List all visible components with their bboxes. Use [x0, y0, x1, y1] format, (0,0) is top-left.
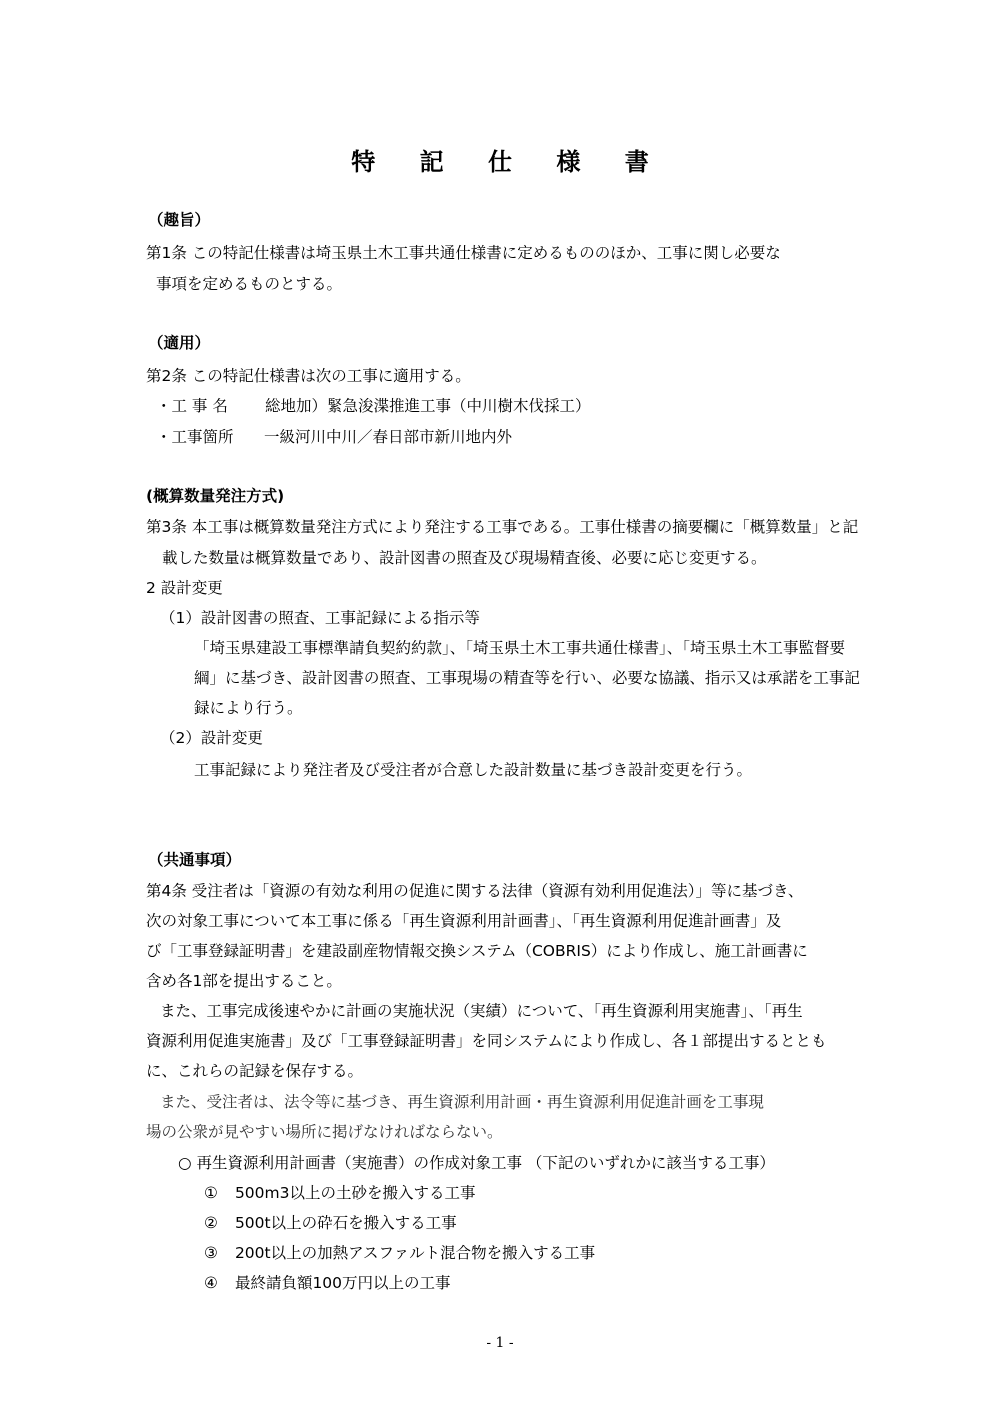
sub-1-line-3: 録により行う。 [194, 699, 303, 717]
article-3-line-2: 載した数量は概算数量であり、設計図書の照査及び現場精査後、必要に応じ変更する。 [162, 549, 767, 567]
target-works-heading: ○ 再生資源利用計画書（実施書）の作成対象工事 （下記のいずれかに該当する工事） [178, 1154, 775, 1172]
sub-2-line-1: 工事記録により発注者及び受注者が合意した設計数量に基づき設計変更を行う。 [194, 761, 753, 779]
article-4-para-3-line-2: 場の公衆が見やすい場所に掲げなければならない。 [146, 1123, 503, 1141]
sub-1-line-1: 「埼玉県建設工事標準請負契約約款」、「埼玉県土木工事共通仕様書」、「埼玉県土木工事監督要 [194, 639, 846, 657]
list-item-text: 500t以上の砕石を搬入する工事 [234, 1214, 457, 1232]
list-item-number: ④ [204, 1274, 218, 1292]
article-3-line-1: 第3条 本工事は概算数量発注方式により発注する工事である。工事仕様書の摘要欄に「概算数量」と記 [146, 518, 859, 536]
article-2-line-1: 第2条 この特記仕様書は次の工事に適用する。 [146, 367, 471, 385]
design-change-heading: 2 設計変更 [146, 579, 223, 597]
sub-1-title: （1）設計図書の照査、工事記録による指示等 [160, 609, 480, 627]
list-item-number: ② [204, 1214, 218, 1232]
work-name-value: 総地加）緊急浚渫推進工事（中川樹木伐採工） [265, 397, 591, 415]
article-4-para-2-line-1: また、工事完成後速やかに計画の実施状況（実績）について、「再生資源利用実施書」、「再生 [160, 1002, 803, 1020]
page-number: - 1 - [486, 1335, 514, 1351]
list-item-number: ③ [204, 1244, 218, 1262]
list-item-text: 500m3以上の土砂を搬入する工事 [234, 1184, 476, 1202]
article-4-para-2-line-3: に、これらの記録を保存する。 [146, 1062, 364, 1080]
work-location-label: ・工事箇所 [156, 428, 234, 446]
article-4-line-1: 第4条 受注者は「資源の有効な利用の促進に関する法律（資源有効利用促進法）」等に基づき、 [146, 882, 804, 900]
section-heading-common: （共通事項） [148, 851, 242, 869]
list-item [204, 1273, 451, 1293]
sub-1-line-2: 綱」に基づき、設計図書の照査、工事現場の精査等を行い、必要な協議、指示又は承諾を工事記 [194, 669, 860, 687]
list-item [204, 1213, 457, 1233]
sub-2-title: （2）設計変更 [160, 729, 263, 747]
section-heading-purpose: （趣旨） [148, 211, 211, 229]
list-item [204, 1243, 595, 1263]
article-4-para-2-line-2: 資源利用促進実施書」及び「工事登録証明書」を同システムにより作成し、各１部提出するととも [146, 1032, 827, 1050]
article-4-para-3-line-1: また、受注者は、法令等に基づき、再生資源利用計画・再生資源利用促進計画を工事現 [160, 1093, 764, 1111]
list-item-number: ① [204, 1184, 218, 1202]
article-4-line-3: び「工事登録証明書」を建設副産物情報交換システム（COBRIS）により作成し、施工計画書に [146, 942, 808, 960]
document-title: 特 記 仕 様 書 [351, 148, 667, 176]
section-heading-approx-quantity: (概算数量発注方式) [146, 487, 285, 505]
work-name-label: ・工 事 名 [156, 397, 228, 415]
article-4-line-4: 含め各1部を提出すること。 [146, 972, 342, 990]
list-item [204, 1183, 475, 1203]
list-item-text: 200t以上の加熱アスファルト混合物を搬入する工事 [234, 1244, 596, 1262]
article-4-line-2: 次の対象工事について本工事に係る「再生資源利用計画書」、「再生資源利用促進計画書」及 [146, 912, 782, 930]
work-location-value: 一級河川中川／春日部市新川地内外 [264, 428, 513, 446]
list-item-text: 最終請負額100万円以上の工事 [234, 1274, 451, 1292]
article-1-line-1: 第1条 この特記仕様書は埼玉県土木工事共通仕様書に定めるもののほか、工事に関し必要な [146, 244, 781, 262]
section-heading-application: （適用） [148, 334, 211, 352]
article-1-line-2: 事項を定めるものとする。 [156, 275, 343, 293]
